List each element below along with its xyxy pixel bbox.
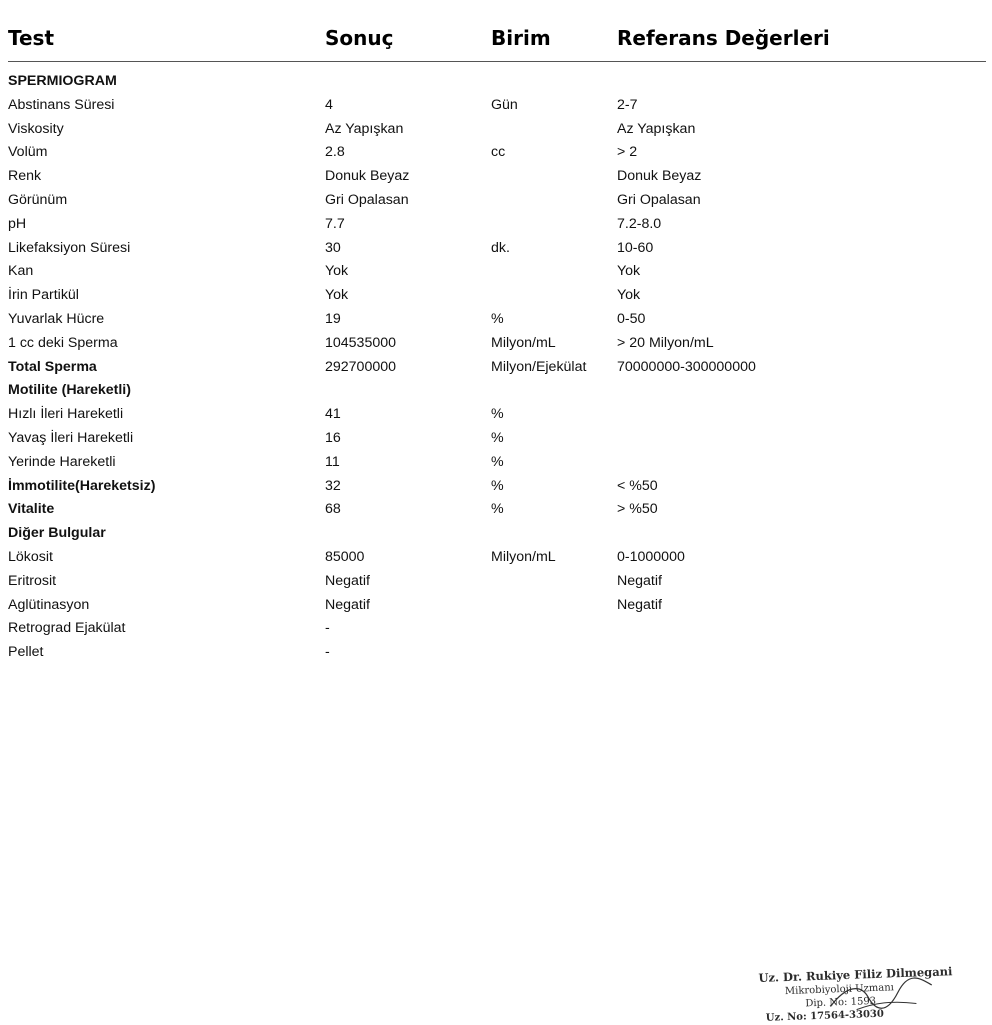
table-row <box>8 71 986 95</box>
row-unit: % <box>491 477 504 494</box>
table-row <box>8 119 986 143</box>
table-row <box>8 261 986 285</box>
row-result: - <box>325 620 330 637</box>
row-result: 4 <box>325 96 333 113</box>
row-unit: cc <box>491 144 506 161</box>
row-unit: Gün <box>491 96 518 113</box>
table-row <box>8 547 986 571</box>
table-row <box>8 618 986 642</box>
row-unit: % <box>491 501 504 518</box>
row-test-name: Motilite (Hareketli) <box>8 382 131 399</box>
row-test-name: Kan <box>8 263 34 280</box>
row-test-name: Vitalite <box>8 501 55 518</box>
signature-name: Uz. Dr. Rukiye Filiz Dilmegani <box>758 964 953 986</box>
row-test-name: Likefaksiyon Süresi <box>8 239 131 256</box>
row-result: Donuk Beyaz <box>325 168 410 185</box>
row-test-name: Diğer Bulgular <box>8 525 106 542</box>
header-test: Test <box>8 26 55 50</box>
table-row <box>8 476 986 500</box>
row-test-name: 1 cc deki Sperma <box>8 334 118 351</box>
signature-diploma: Dip. No: 1593 <box>805 995 877 1010</box>
row-reference: Negatif <box>617 572 662 589</box>
table-row <box>8 166 986 190</box>
row-reference: Az Yapışkan <box>617 120 696 137</box>
row-test-name: pH <box>8 215 27 232</box>
table-header <box>8 26 986 56</box>
row-test-name: Renk <box>8 168 42 185</box>
row-test-name: Eritrosit <box>8 572 57 589</box>
row-unit: % <box>491 453 504 470</box>
table-row <box>8 190 986 214</box>
signature-specialty-no: Uz. No: 17564-33030 <box>765 1008 885 1024</box>
table-row <box>8 452 986 476</box>
table-row <box>8 523 986 547</box>
row-result: 11 <box>325 453 340 470</box>
row-result: Yok <box>325 287 349 304</box>
row-result: Yok <box>325 263 349 280</box>
row-test-name: Lökosit <box>8 548 53 565</box>
row-result: Az Yapışkan <box>325 120 404 137</box>
handwritten-signature-stroke <box>825 973 936 1021</box>
table-row <box>8 357 986 381</box>
row-reference: > %50 <box>617 501 658 518</box>
row-reference: 7.2-8.0 <box>617 215 662 232</box>
row-result: 2.8 <box>325 144 345 161</box>
row-test-name: Viskosity <box>8 120 64 137</box>
row-test-name: Aglütinasyon <box>8 596 90 613</box>
table-row <box>8 571 986 595</box>
row-result: 19 <box>325 310 341 327</box>
row-reference: Negatif <box>617 596 662 613</box>
row-test-name: Pellet <box>8 644 44 661</box>
row-test-name: Volüm <box>8 144 48 161</box>
row-unit: Milyon/mL <box>491 548 556 565</box>
row-test-name: İmmotilite(Hareketsiz) <box>8 477 156 494</box>
row-result: 104535000 <box>325 334 397 351</box>
header-result: Sonuç <box>325 26 394 50</box>
table-row <box>8 380 986 404</box>
row-result: 7.7 <box>325 215 345 232</box>
row-result: 16 <box>325 429 341 446</box>
row-result: Negatif <box>325 572 370 589</box>
row-unit: % <box>491 429 504 446</box>
row-reference: Gri Opalasan <box>617 191 701 208</box>
row-result: 292700000 <box>325 358 397 375</box>
doctor-signature-stamp <box>730 957 982 1024</box>
row-test-name: Hızlı İleri Hareketli <box>8 406 124 423</box>
row-reference: > 20 Milyon/mL <box>617 334 714 351</box>
results-table <box>8 71 986 666</box>
row-reference: 10-60 <box>617 239 654 256</box>
row-result: 32 <box>325 477 341 494</box>
table-row <box>8 642 986 666</box>
header-reference: Referans Değerleri <box>617 26 830 50</box>
table-row <box>8 428 986 452</box>
row-reference: Yok <box>617 263 641 280</box>
row-unit: Milyon/Ejekülat <box>491 358 587 375</box>
table-row <box>8 309 986 333</box>
row-unit: Milyon/mL <box>491 334 556 351</box>
signature-title: Mikrobiyoloji Uzmanı <box>784 982 895 998</box>
row-result: 85000 <box>325 548 365 565</box>
row-test-name: Yuvarlak Hücre <box>8 310 105 327</box>
row-test-name: Total Sperma <box>8 358 97 375</box>
table-row <box>8 95 986 119</box>
row-unit: % <box>491 310 504 327</box>
row-test-name: Yavaş İleri Hareketli <box>8 429 134 446</box>
row-reference: > 2 <box>617 144 638 161</box>
row-reference: 0-50 <box>617 310 646 327</box>
row-result: - <box>325 644 330 661</box>
row-result: Negatif <box>325 596 370 613</box>
table-row <box>8 595 986 619</box>
row-result: 41 <box>325 406 341 423</box>
table-row <box>8 238 986 262</box>
row-reference: Donuk Beyaz <box>617 168 702 185</box>
header-unit: Birim <box>491 26 551 50</box>
row-result: 30 <box>325 239 341 256</box>
row-test-name: İrin Partikül <box>8 287 79 304</box>
row-unit: % <box>491 406 504 423</box>
row-reference: < %50 <box>617 477 658 494</box>
row-result: 68 <box>325 501 341 518</box>
table-row <box>8 499 986 523</box>
row-unit: dk. <box>491 239 510 256</box>
row-reference: 2-7 <box>617 96 638 113</box>
row-reference: Yok <box>617 287 641 304</box>
row-test-name: Yerinde Hareketli <box>8 453 116 470</box>
row-test-name: Retrograd Ejakülat <box>8 620 126 637</box>
header-divider <box>8 61 986 62</box>
row-test-name: Abstinans Süresi <box>8 96 115 113</box>
table-row <box>8 285 986 309</box>
table-row <box>8 404 986 428</box>
row-result: Gri Opalasan <box>325 191 409 208</box>
table-row <box>8 333 986 357</box>
table-row <box>8 142 986 166</box>
row-test-name: SPERMIOGRAM <box>8 73 117 89</box>
row-test-name: Görünüm <box>8 191 68 208</box>
table-row <box>8 214 986 238</box>
row-reference: 70000000-300000000 <box>617 358 756 375</box>
row-reference: 0-1000000 <box>617 548 685 565</box>
